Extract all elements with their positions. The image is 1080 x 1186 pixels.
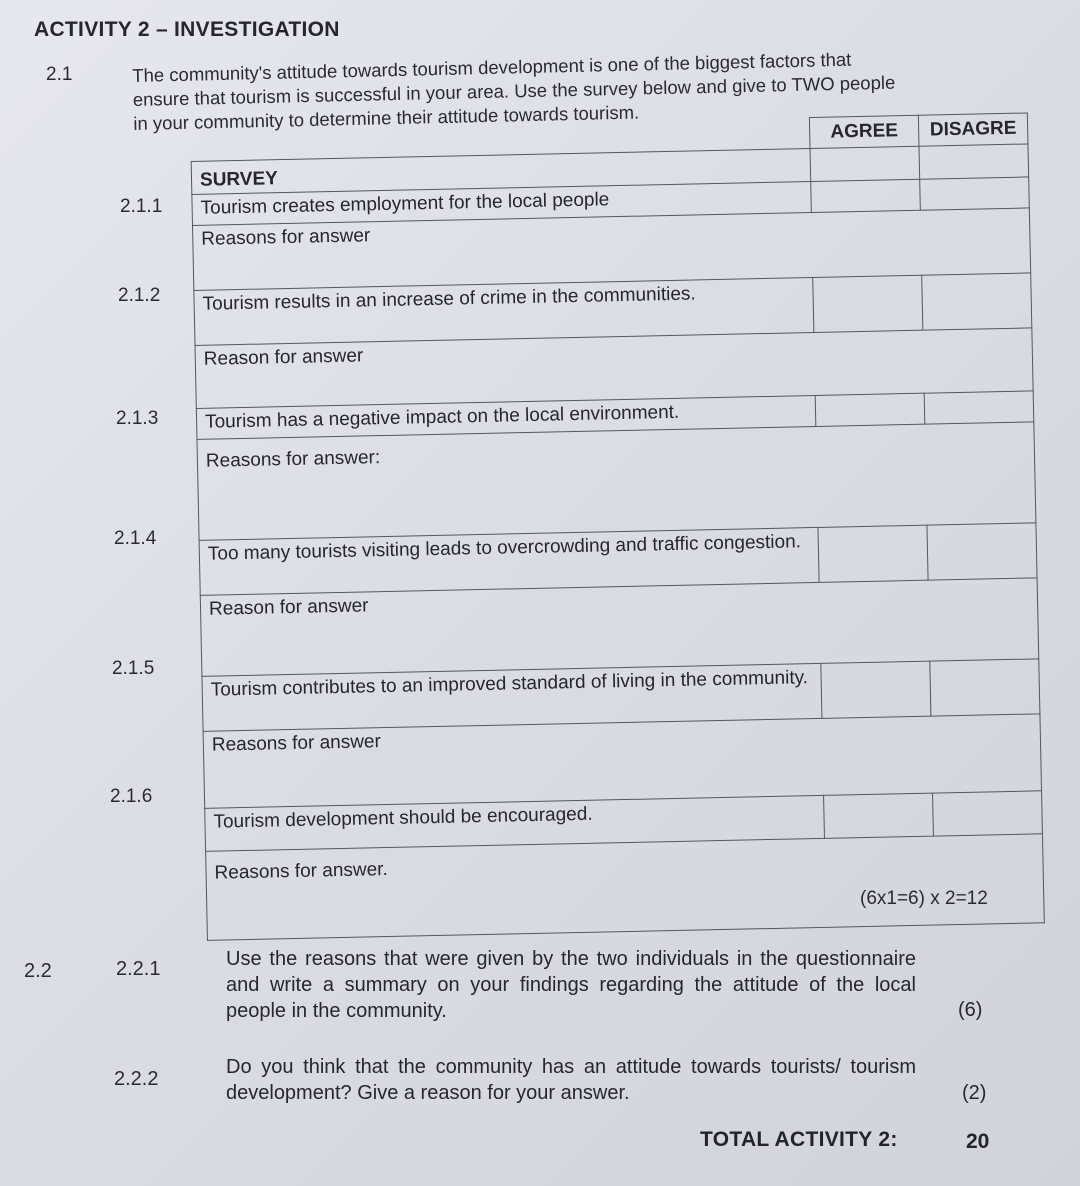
reason-label-2-1-5: Reasons for answer — [211, 731, 382, 756]
agree-label-blank — [810, 146, 920, 181]
total-label: TOTAL ACTIVITY 2: — [700, 1128, 898, 1151]
reason-label-2-1-3: Reasons for answer: — [205, 447, 381, 472]
item-number-2-1-5: 2.1.5 — [112, 658, 155, 679]
question-text-2-2-2: Do you think that the community has an attitude towards tourists/ tourism development? Give a reason for your answer. — [226, 1056, 916, 1104]
item-number-2-1-6: 2.1.6 — [110, 786, 153, 807]
statement-2-1-4: Too many tourists visiting leads to overcrowding and traffic congestion. — [199, 527, 819, 595]
agree-box-2-1-2[interactable] — [813, 275, 923, 332]
statement-2-1-3: Tourism has a negative impact on the local environment. — [196, 395, 816, 439]
item-number-2-1-4: 2.1.4 — [114, 528, 157, 549]
disagree-box-2-1-3[interactable] — [924, 391, 1034, 424]
disagree-box-2-1-4[interactable] — [927, 523, 1037, 580]
reason-label-2-1-2: Reason for answer — [203, 345, 364, 370]
agree-box-2-1-3[interactable] — [815, 393, 925, 426]
disagree-box-2-1-5[interactable] — [930, 659, 1040, 716]
total-value: 20 — [966, 1130, 990, 1153]
marks-2-2-1: (6) — [958, 999, 983, 1021]
item-number-2-1-2: 2.1.2 — [118, 285, 161, 306]
question-number-2-2-2: 2.2.2 — [114, 1068, 159, 1090]
agree-box-2-1-5[interactable] — [821, 661, 931, 718]
reason-field-2-1-3[interactable] — [197, 422, 1036, 541]
survey-label: SURVEY — [191, 149, 811, 195]
reason-label-2-1-6: Reasons for answer. — [214, 859, 388, 884]
survey-table — [190, 112, 1045, 940]
agree-box-2-1-4[interactable] — [818, 525, 928, 582]
reason-label-2-1-1: Reasons for answer — [201, 225, 371, 250]
disagree-box-2-1-2[interactable] — [922, 273, 1032, 330]
disagree-box-2-1-1[interactable] — [920, 177, 1030, 210]
section-number-2-2: 2.2 — [24, 960, 52, 982]
question-number-2-2-1: 2.2.1 — [116, 958, 161, 980]
item-number-2-1-1: 2.1.1 — [120, 196, 163, 217]
activity-title: ACTIVITY 2 – INVESTIGATION — [34, 18, 340, 41]
disagree-header: DISAGRE — [918, 113, 1028, 146]
statement-2-1-5: Tourism contributes to an improved standard of living in the community. — [202, 663, 822, 731]
survey-marks: (6x1=6) x 2=12 — [860, 888, 988, 909]
reason-label-2-1-4: Reason for answer — [208, 595, 369, 620]
question-text-2-2-1: Use the reasons that were given by the two individuals in the questionnaire and write a summary on your findings regarding the attitude of the local people in the community. — [226, 948, 916, 1022]
statement-2-1-6: Tourism development should be encouraged. — [205, 795, 825, 851]
survey-reason-row — [197, 422, 1036, 541]
agree-header: AGREE — [809, 115, 919, 148]
marks-2-2-2: (2) — [962, 1082, 987, 1104]
agree-box-2-1-6[interactable] — [824, 793, 934, 838]
statement-2-1-2: Tourism results in an increase of crime in the communities. — [194, 277, 814, 345]
disagree-box-2-1-6[interactable] — [933, 791, 1043, 836]
section-intro: The community's attitude towards tourism development is one of the biggest factors that ensure that tourism is successful in your area. Use the survey below and give to TWO people in your community to determine their attitude towards tourism. — [132, 48, 896, 134]
agree-box-2-1-1[interactable] — [811, 179, 921, 212]
statement-2-1-1: Tourism creates employment for the local people — [192, 182, 812, 226]
section-number-2-1: 2.1 — [46, 64, 73, 85]
disagree-label-blank — [919, 144, 1029, 179]
item-number-2-1-3: 2.1.3 — [116, 408, 159, 429]
